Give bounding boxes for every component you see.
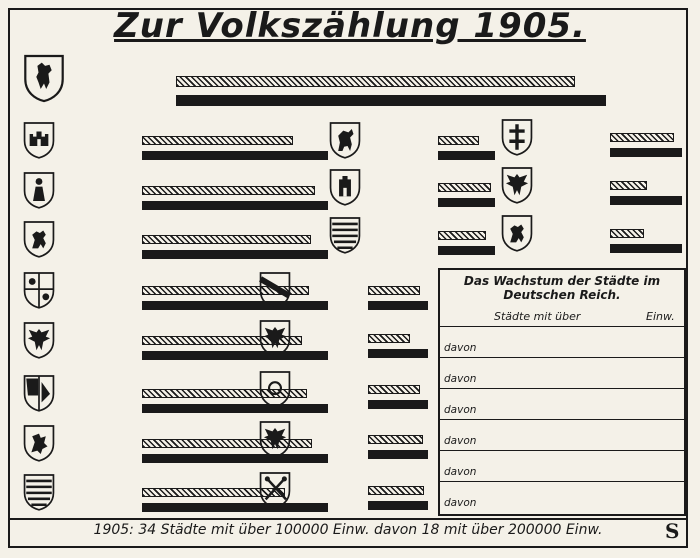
coat-of-arms-icon	[328, 119, 362, 165]
growth-table-header-unit: Einw.	[646, 310, 675, 323]
population-bar-1905	[176, 95, 606, 106]
coat-of-arms-icon	[258, 368, 292, 414]
growth-table-row	[440, 450, 684, 481]
population-bar-1905	[142, 201, 328, 210]
population-bar-1905	[438, 198, 495, 207]
page-title: Zur Volkszählung 1905.	[114, 6, 586, 46]
population-bar-1905	[142, 151, 328, 160]
growth-davon-label: davon	[444, 497, 477, 509]
coat-of-arms-icon	[22, 50, 66, 110]
population-bar-1905	[368, 501, 428, 510]
coat-of-arms-icon	[258, 269, 292, 315]
coat-of-arms-icon	[258, 317, 292, 363]
population-bar-1905	[438, 246, 495, 255]
coat-of-arms-icon	[22, 422, 56, 468]
growth-table-row	[440, 357, 684, 388]
coat-of-arms-icon	[328, 166, 362, 212]
growth-davon-label: davon	[444, 373, 477, 385]
coat-of-arms-icon	[22, 218, 56, 264]
growth-table-title: Das Wachstum der Städte im Deutschen Reich.	[463, 274, 661, 302]
growth-table-row	[440, 326, 684, 357]
coat-of-arms-icon	[258, 469, 292, 515]
population-bar-1905	[610, 148, 682, 157]
population-bar-1900	[368, 435, 423, 444]
population-bar-1900	[368, 286, 420, 295]
growth-table-row	[440, 481, 684, 512]
population-bar-1905	[142, 301, 328, 310]
population-bar-1900	[610, 229, 644, 238]
population-bar-1900	[610, 181, 647, 190]
coat-of-arms-icon	[500, 212, 534, 258]
coat-of-arms-icon	[22, 372, 56, 418]
growth-table-header-label: Städte mit über	[494, 310, 581, 323]
artist-monogram: S	[665, 519, 680, 543]
coat-of-arms-icon	[258, 418, 292, 464]
population-bar-1900	[368, 334, 410, 343]
coat-of-arms-icon	[328, 214, 362, 260]
population-bar-1905	[142, 503, 328, 512]
coat-of-arms-icon	[22, 119, 56, 165]
population-bar-1905	[142, 250, 328, 259]
population-bar-1905	[610, 244, 682, 253]
population-bar-1905	[142, 454, 328, 463]
population-bar-1900	[438, 136, 479, 145]
population-bar-1905	[438, 151, 495, 160]
population-bar-1900	[142, 186, 315, 195]
coat-of-arms-icon	[500, 164, 534, 210]
population-bar-1905	[368, 400, 428, 409]
population-bar-1900	[368, 486, 424, 495]
growth-davon-label: davon	[444, 435, 477, 447]
population-bar-1905	[142, 404, 328, 413]
coat-of-arms-icon	[22, 169, 56, 215]
population-bar-1900	[368, 385, 420, 394]
growth-davon-label: davon	[444, 342, 477, 354]
population-bar-1905	[368, 349, 428, 358]
population-bar-1900	[142, 235, 311, 244]
coat-of-arms-icon	[22, 269, 56, 315]
coat-of-arms-icon	[22, 471, 56, 517]
growth-davon-label: davon	[444, 466, 477, 478]
population-bar-1900	[176, 76, 575, 87]
population-bar-1900	[438, 231, 486, 240]
population-bar-1900	[438, 183, 491, 192]
population-bar-1905	[142, 351, 328, 360]
population-bar-1905	[368, 301, 428, 310]
coat-of-arms-icon	[500, 116, 534, 162]
growth-davon-label: davon	[444, 404, 477, 416]
growth-table-row	[440, 388, 684, 419]
population-bar-1900	[610, 133, 674, 142]
footer-note: 1905: 34 Städte mit über 100000 Einw. davon 18 mit über 200000 Einw.	[10, 518, 686, 538]
coat-of-arms-icon	[22, 319, 56, 365]
growth-table-row	[440, 419, 684, 450]
population-bar-1905	[610, 196, 682, 205]
population-bar-1900	[142, 136, 293, 145]
population-bar-1905	[368, 450, 428, 459]
growth-table	[438, 268, 686, 516]
